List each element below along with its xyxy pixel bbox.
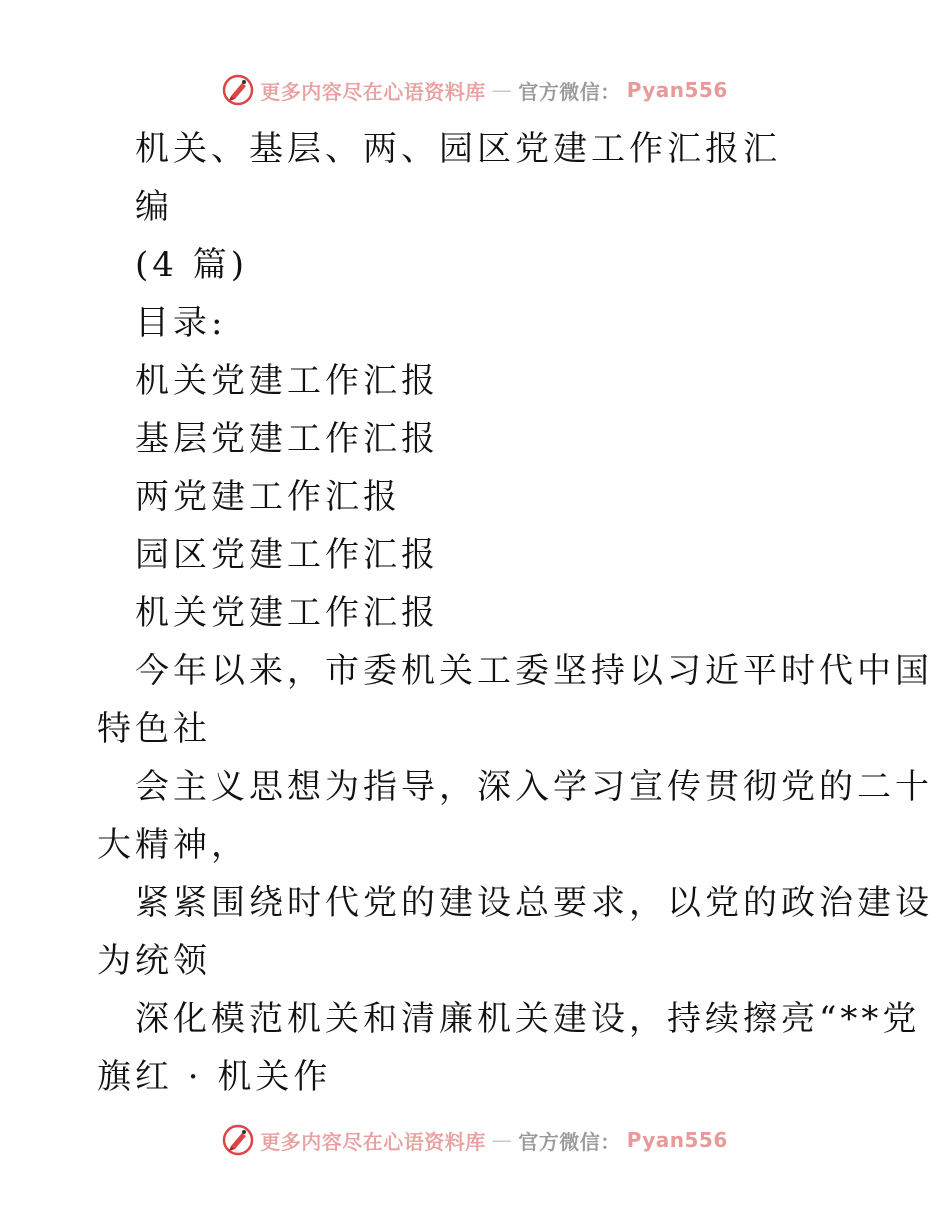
section-title: 机关党建工作汇报 bbox=[135, 593, 439, 633]
paragraph-1-wrap: 特色社 bbox=[97, 709, 211, 749]
title-line-1: 机关、基层、两、园区党建工作汇报汇 bbox=[135, 129, 781, 169]
paragraph-2-line: 会主义思想为指导，深入学习宣传贯彻党的二十 bbox=[135, 767, 933, 807]
paragraph-4-wrap: 旗红 · 机关作 bbox=[97, 1057, 332, 1097]
pen-logo-icon bbox=[222, 1124, 254, 1156]
paragraph-3-line: 紧紧围绕时代党的建设总要求，以党的政治建设 bbox=[135, 883, 933, 923]
banner-wechat-label: 官方微信： bbox=[518, 1129, 621, 1154]
title-line-2: 编 bbox=[135, 187, 173, 227]
paragraph-3-wrap: 为统领 bbox=[97, 941, 211, 981]
paragraph-4-line: 深化模范机关和清廉机关建设，持续擦亮“**党 bbox=[135, 999, 921, 1039]
banner-site-text: 更多内容尽在心语资料库 bbox=[260, 1129, 486, 1154]
banner-dash: — bbox=[491, 78, 513, 102]
banner-dash: — bbox=[491, 1128, 513, 1152]
toc-item-1: 机关党建工作汇报 bbox=[135, 361, 439, 401]
article-count: (4 篇) bbox=[135, 245, 248, 285]
banner-wechat-id: Pyan556 bbox=[626, 1128, 728, 1152]
toc-item-3: 两党建工作汇报 bbox=[135, 477, 401, 517]
banner-content bbox=[222, 74, 728, 106]
banner-site-text: 更多内容尽在心语资料库 bbox=[260, 79, 486, 104]
toc-label: 目录: bbox=[135, 303, 227, 343]
paragraph-2-wrap: 大精神， bbox=[97, 825, 249, 865]
banner-wechat-label: 官方微信： bbox=[518, 79, 621, 104]
toc-item-4: 园区党建工作汇报 bbox=[135, 535, 439, 575]
paragraph-1-line: 今年以来，市委机关工委坚持以习近平时代中国 bbox=[135, 651, 933, 691]
pen-logo-icon bbox=[222, 74, 254, 106]
banner-content bbox=[222, 1124, 728, 1156]
banner-wechat-id: Pyan556 bbox=[626, 78, 728, 102]
header-banner bbox=[0, 70, 950, 110]
footer-banner bbox=[0, 1120, 950, 1160]
toc-item-2: 基层党建工作汇报 bbox=[135, 419, 439, 459]
